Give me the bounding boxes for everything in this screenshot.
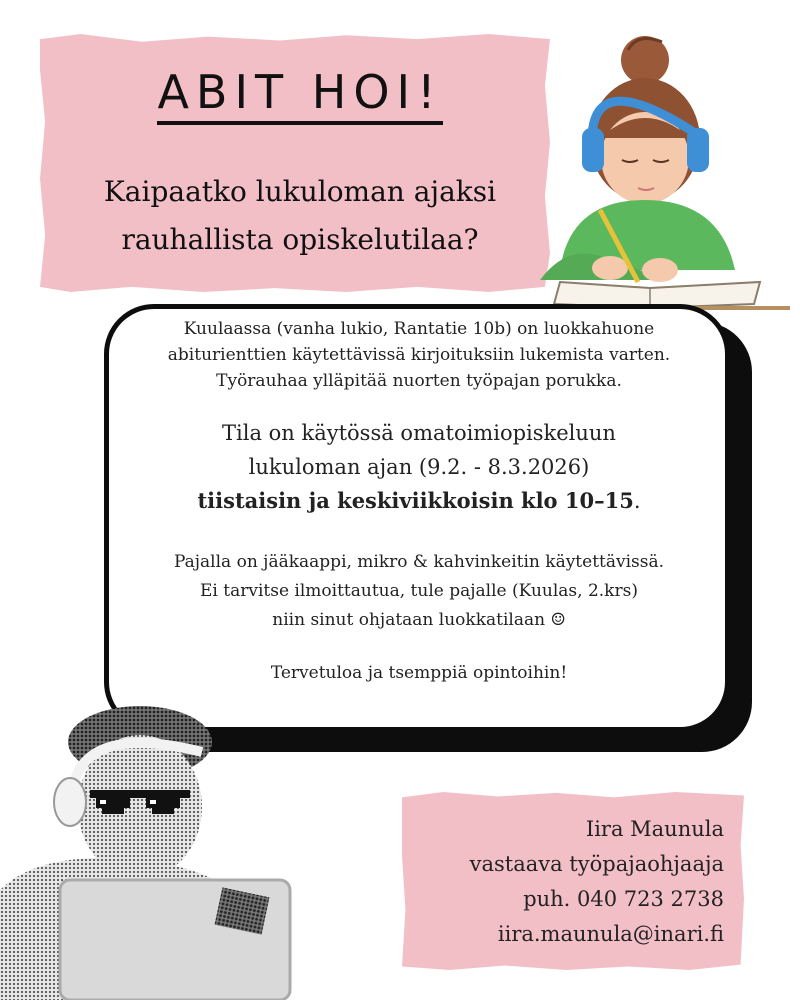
schedule-hours-line bbox=[110, 484, 728, 518]
subtitle-line: Kaipaatko lukuloman ajaksi bbox=[103, 175, 497, 208]
text-line: Kuulaassa (vanha lukio, Rantatie 10b) on luokkahuone bbox=[183, 319, 655, 339]
text-line: lukuloman ajan (9.2. - 8.3.2026) bbox=[248, 455, 590, 479]
contact-email: iira.maunula@inari.fi bbox=[497, 922, 724, 946]
contact-name: Iira Maunula bbox=[585, 817, 724, 841]
schedule-paragraph bbox=[110, 416, 728, 518]
contact-phone: puh. 040 723 2738 bbox=[523, 887, 724, 911]
text-line: niin sinut ohjataan luokkatilaan ☺ bbox=[272, 610, 566, 630]
subtitle-line: rauhallista opiskelutilaa? bbox=[121, 223, 479, 256]
bubble-content bbox=[110, 316, 728, 687]
text-line: Ei tarvitse ilmoittautua, tule pajalle (Kuulas, 2.krs) bbox=[200, 581, 638, 601]
schedule-end: . bbox=[633, 489, 641, 513]
subtitle bbox=[60, 168, 540, 264]
student-with-laptop-sunglasses-icon bbox=[0, 702, 330, 1000]
page-title: ABIT HOI! bbox=[120, 64, 480, 120]
text-line: Pajalla on jääkaappi, mikro & kahvinkeitin käytettävissä. bbox=[173, 552, 665, 572]
text-line: Työrauhaa ylläpitää nuorten työpajan porukka. bbox=[216, 371, 622, 391]
contact-info bbox=[420, 812, 724, 952]
text-line: abiturienttien käytettävissä kirjoituksiin lukemista varten. bbox=[167, 345, 671, 365]
contact-role: vastaava työpajaohjaaja bbox=[469, 852, 724, 876]
intro-paragraph bbox=[110, 316, 728, 394]
closing-line: Tervetuloa ja tsemppiä opintoihin! bbox=[270, 663, 568, 683]
student-girl-headphones-icon bbox=[520, 20, 790, 310]
text-line: Tila on käytössä omatoimiopiskeluun bbox=[222, 421, 616, 445]
schedule-hours: tiistaisin ja keskiviikkoisin klo 10–15 bbox=[197, 488, 634, 513]
info-paragraph bbox=[110, 548, 728, 635]
